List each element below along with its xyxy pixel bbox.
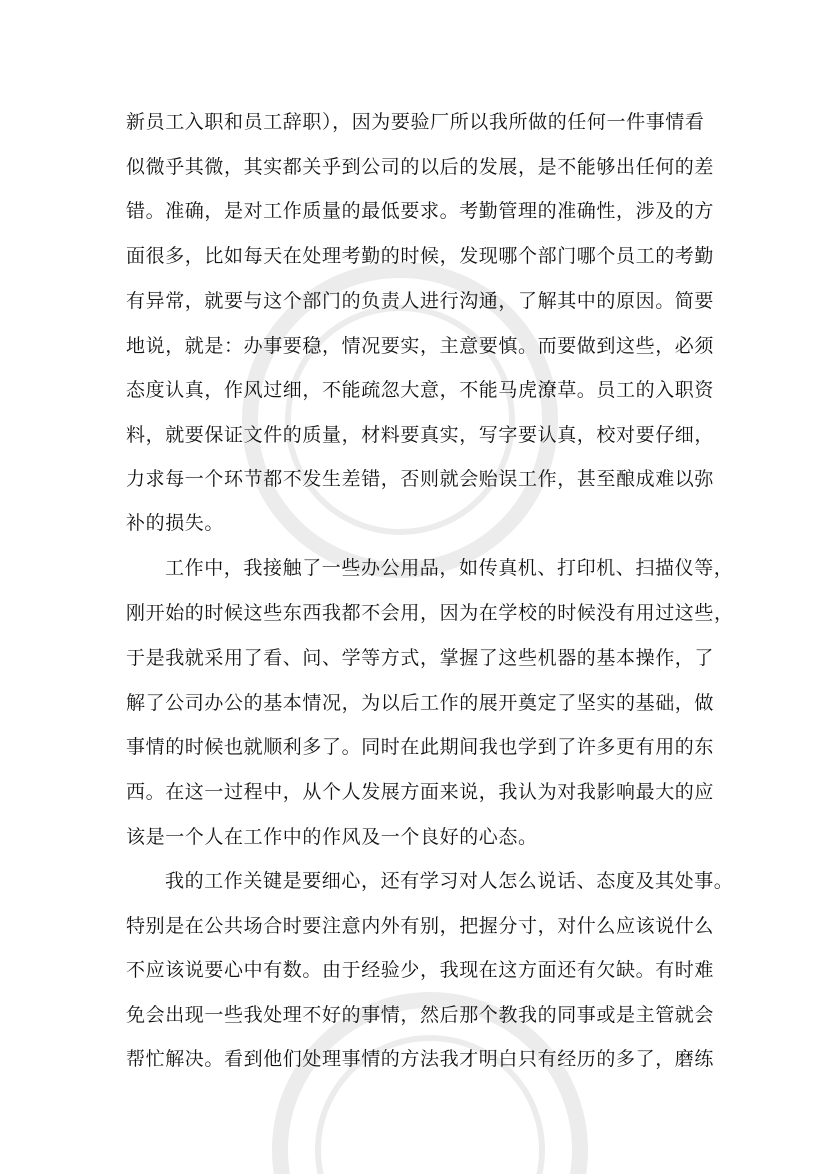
- text-line: 地说，就是：办事要稳，情况要实，主意要慎。而要做到这些，必须: [126, 335, 715, 357]
- text-line: 错。准确，是对工作质量的最低要求。考勤管理的准确性，涉及的方: [126, 200, 715, 222]
- text-line: 特别是在公共场合时要注意内外有别，把握分寸，对什么应该说什么: [126, 915, 715, 937]
- text-line: 免会出现一些我处理不好的事情，然后那个教我的同事或是主管就会: [126, 1004, 715, 1026]
- text-line: 力求每一个环节都不发生差错，否则就会贻误工作，甚至酿成难以弥: [126, 468, 715, 490]
- paragraph-start-line: 我的工作关键是要细心，还有学习对人怎么说话、态度及其处事。: [165, 870, 734, 892]
- text-line: 不应该说要心中有数。由于经验少，我现在这方面还有欠缺。有时难: [126, 959, 715, 981]
- text-line: 事情的时候也就顺利多了。同时在此期间我也学到了许多更有用的东: [126, 736, 715, 758]
- text-line: 西。在这一过程中，从个人发展方面来说，我认为对我影响最大的应: [126, 781, 715, 803]
- text-line: 态度认真，作风过细，不能疏忽大意，不能马虎潦草。员工的入职资: [126, 379, 715, 401]
- text-line: 刚开始的时候这些东西我都不会用，因为在学校的时候没有用过这些，: [126, 602, 734, 624]
- text-line: 料，就要保证文件的质量，材料要真实，写字要认真，校对要仔细，: [126, 424, 715, 446]
- text-line: 似微乎其微，其实都关乎到公司的以后的发展，是不能够出任何的差: [126, 156, 715, 178]
- text-line: 面很多，比如每天在处理考勤的时候，发现哪个部门哪个员工的考勤: [126, 245, 715, 267]
- text-line: 该是一个人在工作中的作风及一个良好的心态。: [126, 826, 538, 848]
- text-line: 有异常，就要与这个部门的负责人进行沟通，了解其中的原因。简要: [126, 290, 715, 312]
- text-line: 帮忙解决。看到他们处理事情的方法我才明白只有经历的多了，磨练: [126, 1048, 715, 1070]
- text-line: 新员工入职和员工辞职），因为要验厂所以我所做的任何一件事情看: [126, 111, 705, 133]
- text-line: 于是我就采用了看、问、学等方式，掌握了这些机器的基本操作，了: [126, 647, 715, 669]
- text-line: 解了公司办公的基本情况，为以后工作的展开奠定了坚实的基础，做: [126, 692, 715, 714]
- paragraph-start-line: 工作中，我接触了一些办公用品，如传真机、打印机、扫描仪等，: [165, 557, 734, 579]
- text-line: 补的损失。: [126, 512, 225, 534]
